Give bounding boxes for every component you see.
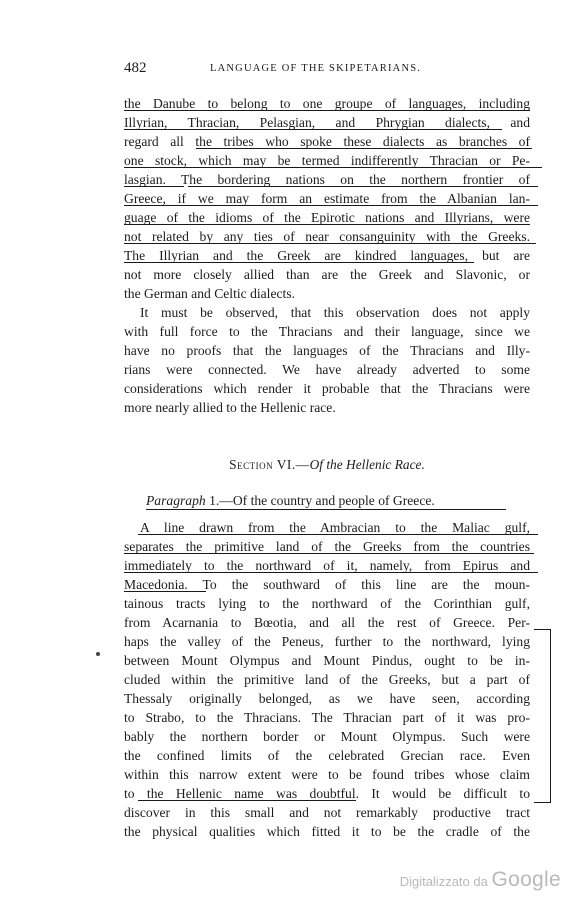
section-heading [124, 455, 530, 474]
text-line: rians were connected. We have already adverted to some [124, 362, 530, 377]
margin-bracket [534, 629, 551, 803]
text-line: Illyrian, Thracian, Pelasgian, and Phrygian dialects, and [124, 115, 530, 130]
text-line: separates the primitive land of the Greeks from the countries [124, 539, 530, 554]
text-line: cluded within the primitive land of the Greeks, but a part of [124, 672, 530, 687]
text-line: tainous tracts lying to the northward of the Corinthian gulf, [124, 596, 530, 611]
text-line: bably the northern border or Mount Olympus. Such were [124, 729, 530, 744]
text-line: the physical qualities which fitted it to be the cradle of the [124, 824, 530, 839]
text-line: haps the valley of the Peneus, further to the northward, lying [124, 634, 530, 649]
digitization-watermark [400, 868, 561, 892]
pencil-underline [124, 186, 184, 187]
text-line: A line drawn from the Ambracian to the Maliac gulf, [140, 520, 530, 535]
pencil-underline [124, 572, 538, 573]
text-line: regard all the tribes who spoke these dialects as branches of [124, 134, 530, 149]
text-line: considerations which render it probable that the Thracians were [124, 381, 530, 396]
running-head: LANGUAGE OF THE SKIPETARIANS. [210, 63, 422, 74]
pencil-underline [196, 148, 532, 149]
text-line: lasgian. The bordering nations on the northern frontier of [124, 172, 530, 187]
text-line: with full force to the Thracians and their language, since we [124, 324, 530, 339]
section-title: Of the Hellenic Race. [309, 457, 425, 472]
text-line: guage of the idioms of the Epirotic nations and Illyrians, were [124, 210, 530, 225]
text-line: The Illyrian and the Greek are kindred languages, but are [124, 248, 530, 263]
pencil-underline [124, 262, 474, 263]
paragraph-heading-text: 1.—Of the country and people of Greece. [205, 493, 435, 508]
pencil-underline [138, 800, 356, 801]
text-line: Macedonia. To the southward of this line are the moun- [124, 577, 530, 592]
text-line: Thessaly originally belonged, as we have seen, according [124, 691, 530, 706]
section-label: Section VI.— [229, 457, 310, 472]
google-logo: Google [491, 868, 561, 891]
text-line: the German and Celtic dialects. [124, 286, 295, 301]
pencil-underline [124, 205, 538, 206]
text-line: discover in this small and not remarkably productive tract [124, 805, 530, 820]
text-line: not more closely allied than are the Greek and Slavonic, or [124, 267, 530, 282]
margin-mark [96, 652, 100, 656]
pencil-underline [124, 591, 206, 592]
text-line: within this narrow extent were to be found tribes whose claim [124, 767, 530, 782]
paragraph-label: Paragraph [146, 493, 206, 508]
text-line: one stock, which may be termed indifferently Thracian or Pe- [124, 153, 530, 168]
text-line: have no proofs that the languages of the Thracians and Illy- [124, 343, 530, 358]
pencil-underline [124, 553, 534, 554]
text-line: not related by any ties of near consanguinity with the Greeks. [124, 229, 530, 244]
pencil-underline [188, 186, 538, 187]
text-line: to Strabo, to the Thracians. The Thracian part of it was pro- [124, 710, 530, 725]
text-line: Greece, if we may form an estimate from the Albanian lan- [124, 191, 530, 206]
pencil-underline [124, 129, 502, 130]
text-line: the Danube to belong to one groupe of languages, including [124, 96, 530, 111]
pencil-underline [124, 243, 536, 244]
text-line: the confined limits of the celebrated Grecian race. Even [124, 748, 530, 763]
text-line: to the Hellenic name was doubtful. It would be difficult to [124, 786, 530, 801]
pencil-underline [124, 110, 530, 111]
text-line: from Acarnania to Bœotia, and all the rest of Greece. Per- [124, 615, 530, 630]
text-line: more nearly allied to the Hellenic race. [124, 400, 336, 415]
page-number: 482 [124, 60, 147, 76]
paragraph-heading [124, 491, 530, 510]
pencil-underline [124, 167, 542, 168]
pencil-underline [138, 534, 538, 535]
pencil-underline [146, 509, 506, 510]
pencil-underline [124, 224, 530, 225]
text-line: immediately to the northward of it, namely, from Epirus and [124, 558, 530, 573]
watermark-prefix: Digitalizzato da [399, 874, 492, 889]
text-line: It must be observed, that this observation does not apply [140, 305, 530, 320]
text-line: between Mount Olympus and Mount Pindus, ought to be in- [124, 653, 530, 668]
